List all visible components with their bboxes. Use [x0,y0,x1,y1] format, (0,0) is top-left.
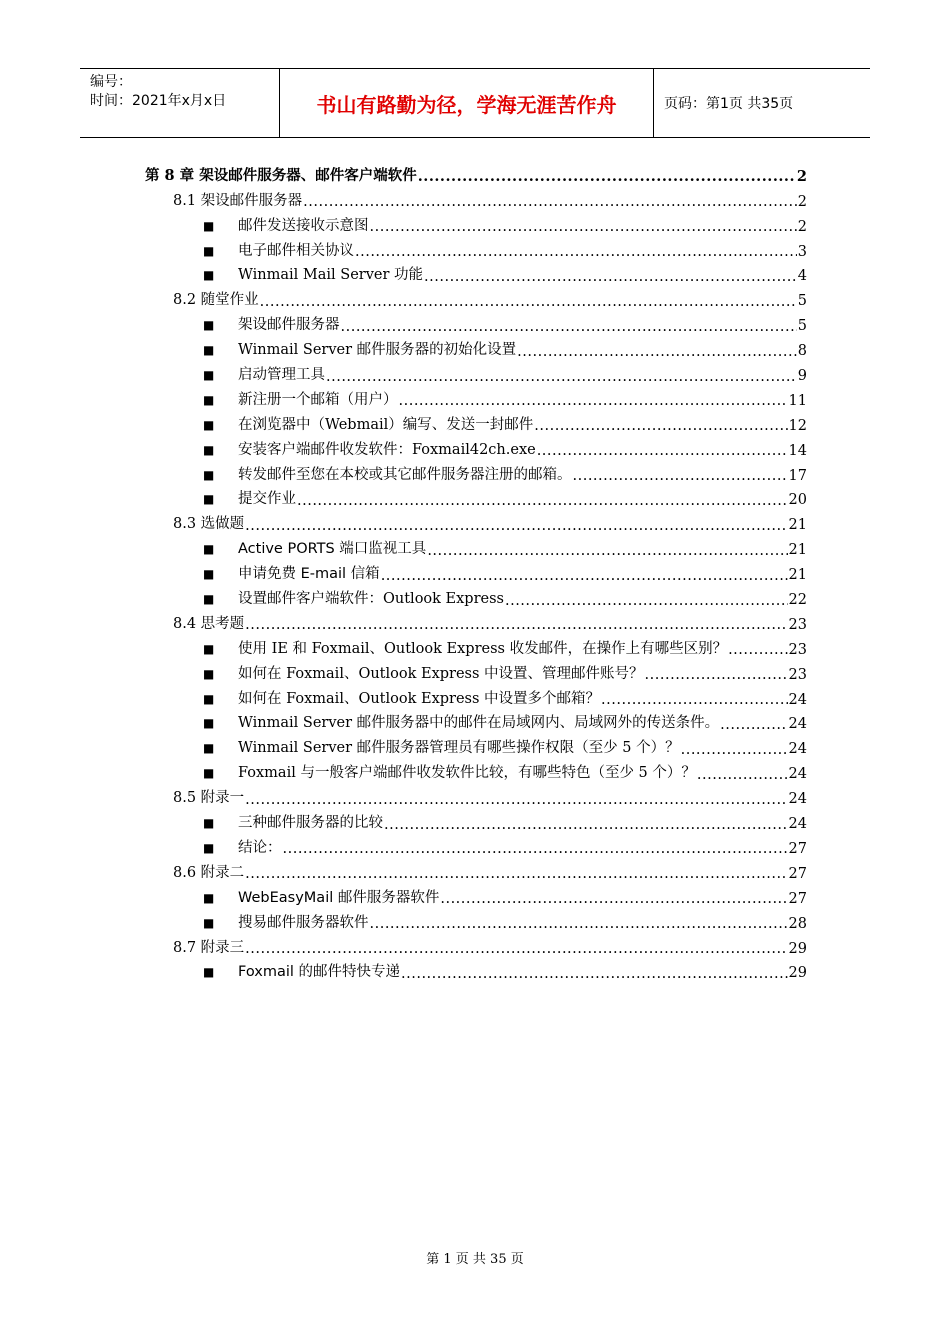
toc-page-number: 20 [788,492,807,509]
toc-entry[interactable] [145,558,807,583]
toc-entry-text: 8.5 附录一 [173,790,245,807]
toc-entry-text: Winmail Server 邮件服务器中的邮件在局域网内、局域网外的传送条件。 [238,715,720,732]
dot-leader [537,444,788,459]
toc-entry[interactable] [145,708,807,733]
dot-leader [427,544,787,559]
toc-page-number: 8 [797,343,807,360]
toc-entry-title [173,936,244,957]
toc-entry-text: Foxmail 的邮件特快专递 [238,964,401,981]
dot-leader [440,892,787,907]
bullet-icon: ■ [203,243,215,258]
bullet-icon: ■ [203,840,215,855]
toc-page-number: 14 [788,442,807,459]
toc-entry[interactable] [145,210,807,235]
toc-page-number: 17 [788,467,807,484]
header-motto: 书山有路勤为径，学海无涯苦作舟 [280,69,654,137]
bullet-icon: ■ [203,368,215,383]
toc-entry-text: 8.7 附录三 [173,939,245,956]
bullet-icon: ■ [203,492,215,507]
dot-leader [384,818,788,833]
toc-page-number: 21 [788,517,807,534]
toc-entry-title [203,711,719,732]
toc-entry-title [203,687,600,708]
toc-entry[interactable] [145,384,807,409]
toc-entry-title [173,288,259,309]
toc-entry[interactable] [145,508,807,533]
bullet-icon: ■ [203,268,215,283]
toc-entry[interactable] [145,434,807,459]
toc-entry-title [203,587,504,608]
toc-entry[interactable] [145,309,807,334]
toc-entry-text: WebEasyMail 邮件服务器软件 [238,889,440,906]
toc-page-number: 29 [788,965,807,982]
toc-entry-title [203,562,380,583]
number-label: 编号： [90,74,132,90]
dot-leader [245,793,787,808]
toc-page-number: 22 [788,592,807,609]
dot-leader [534,419,787,434]
toc-entry-text: 提交作业 [238,491,296,508]
toc-page-number: 27 [788,890,807,907]
toc-entry-title [173,861,244,882]
toc-entry-text: 结论： [238,839,282,856]
toc-entry[interactable] [145,459,807,484]
bullet-icon: ■ [203,691,215,706]
toc-page-number: 21 [788,567,807,584]
toc-entry[interactable] [145,757,807,782]
page-header [80,68,870,138]
dot-leader [326,370,797,385]
dot-leader [720,718,787,733]
toc-entry-text: 搜易邮件服务器软件 [238,914,369,931]
toc-entry[interactable] [145,633,807,658]
page-footer: 第 1 页 共 35 页 [426,1252,524,1267]
toc-page-number: 2 [796,167,807,185]
toc-page-number: 23 [788,666,807,683]
toc-entry[interactable] [145,782,807,807]
bullet-icon: ■ [203,343,215,358]
toc-page-number: 24 [788,791,807,808]
time-label: 时间：2021年x月x日 [90,93,227,109]
toc-page-number: 28 [788,915,807,932]
toc-page-number: 2 [797,193,807,210]
toc-entry-title [203,438,536,459]
toc-entry-title [203,637,727,658]
dot-leader [245,867,787,882]
toc-entry[interactable] [145,533,807,558]
toc-entry-title [203,313,340,334]
dot-leader [245,519,787,534]
toc-entry[interactable] [145,882,807,907]
toc-entry[interactable] [145,334,807,359]
toc-entry-title [203,363,325,384]
toc-entry-title [203,537,426,558]
toc-entry-text: 启动管理工具 [238,367,325,384]
bullet-icon: ■ [203,741,215,756]
bullet-icon: ■ [203,915,215,930]
dot-leader [381,569,788,584]
dot-leader [341,320,797,335]
toc-entry-title [203,388,398,409]
bullet-icon: ■ [203,318,215,333]
dot-leader [355,245,797,260]
dot-leader [505,594,788,609]
toc-entry-text: 8.1 架设邮件服务器 [173,192,303,209]
bullet-icon: ■ [203,592,215,607]
toc-entry-title [145,164,417,185]
toc-entry-text: 三种邮件服务器的比较 [238,815,383,832]
toc-page-number: 4 [797,268,807,285]
toc-entry[interactable] [145,235,807,260]
bullet-icon: ■ [203,218,215,233]
bullet-icon: ■ [203,392,215,407]
dot-leader [401,967,788,982]
toc-entry[interactable] [145,608,807,633]
toc-entry[interactable] [145,160,807,185]
dot-leader [303,195,797,210]
dot-leader [245,618,787,633]
toc-entry[interactable] [145,957,807,982]
bullet-icon: ■ [203,766,215,781]
bullet-icon: ■ [203,442,215,457]
toc-entry-title [203,487,296,508]
toc-entry-text: Winmail Server 邮件服务器的初始化设置 [238,342,517,359]
toc-page-number: 24 [788,741,807,758]
bullet-icon: ■ [203,467,215,482]
dot-leader [418,170,796,185]
toc-entry[interactable] [145,807,807,832]
toc-entry-text: 8.2 随堂作业 [173,292,259,309]
toc-entry-title [173,189,302,210]
header-meta [80,69,280,137]
toc-page-number: 2 [797,218,807,235]
toc-entry-text: 使用 IE 和 Foxmail、Outlook Express 收发邮件，在操作上有哪些区别？ [238,640,728,657]
bullet-icon: ■ [203,816,215,831]
toc-page-number: 9 [797,368,807,385]
toc-entry-text: Active PORTS 端口监视工具 [238,541,427,558]
toc-page-number: 24 [788,766,807,783]
toc-page-number: 5 [797,318,807,335]
bullet-icon: ■ [203,567,215,582]
toc-entry-text: 如何在 Foxmail、Outlook Express 中设置多个邮箱？ [238,690,601,707]
toc-page-number: 5 [797,293,807,310]
toc-entry[interactable] [145,732,807,757]
toc-entry-title [203,263,423,284]
toc-page-number: 23 [788,641,807,658]
toc-entry[interactable] [145,857,807,882]
toc-entry-title [203,662,644,683]
table-of-contents [145,160,807,981]
toc-page-number: 29 [788,940,807,957]
toc-page-number: 11 [788,392,807,409]
toc-entry-text: 架设邮件服务器 [238,317,340,334]
header-page-info: 页码：第1页 共35页 [664,96,794,112]
toc-entry-text: Winmail Server 邮件服务器管理员有哪些操作权限（至少 5 个）？ [238,740,680,757]
toc-entry[interactable] [145,932,807,957]
dot-leader [245,942,787,957]
dot-leader [517,345,797,360]
toc-entry-title [203,413,533,434]
dot-leader [399,394,788,409]
toc-entry[interactable] [145,284,807,309]
bullet-icon: ■ [203,890,215,905]
toc-entry[interactable] [145,409,807,434]
toc-page-number: 12 [788,417,807,434]
toc-entry-text: 8.6 附录二 [173,864,245,881]
toc-entry[interactable] [145,583,807,608]
toc-page-number: 24 [788,816,807,833]
dot-leader [424,270,797,285]
toc-entry-text: 转发邮件至您在本校或其它邮件服务器注册的邮箱。 [238,466,572,483]
toc-entry[interactable] [145,658,807,683]
bullet-icon: ■ [203,965,215,980]
dot-leader [370,220,797,235]
toc-entry-title [173,612,244,633]
toc-entry-title [203,761,696,782]
toc-entry-title [173,512,244,533]
bullet-icon: ■ [203,641,215,656]
toc-entry-title [203,214,369,235]
toc-page-number: 24 [788,716,807,733]
toc-entry-title [203,736,680,757]
dot-leader [283,842,788,857]
toc-entry-text: 新注册一个邮箱（用户） [238,391,398,408]
toc-entry-text: 8.4 思考题 [173,615,245,632]
dot-leader [297,494,788,509]
toc-entry-title [203,811,383,832]
toc-entry-text: 第 8 章 架设邮件服务器、邮件客户端软件 [145,166,417,184]
toc-entry[interactable] [145,359,807,384]
toc-entry-text: 申请免费 E-mail 信箱 [238,566,380,583]
dot-leader [697,768,788,783]
toc-entry-title [203,886,439,907]
dot-leader [601,693,788,708]
toc-entry-title [203,338,516,359]
dot-leader [260,295,797,310]
toc-entry-title [203,836,282,857]
toc-entry-title [203,960,400,981]
toc-entry[interactable] [145,484,807,509]
toc-entry-text: Foxmail 与一般客户端邮件收发软件比较，有哪些特色（至少 5 个）？ [238,765,696,782]
toc-page-number: 3 [797,243,807,260]
toc-entry[interactable] [145,683,807,708]
dot-leader [645,668,788,683]
toc-entry-text: 8.3 选做题 [173,516,245,533]
toc-entry-text: 电子邮件相关协议 [238,242,354,259]
toc-entry-text: 如何在 Foxmail、Outlook Express 中设置、管理邮件账号？ [238,665,644,682]
toc-entry-text: 设置邮件客户端软件：Outlook Express [238,591,504,608]
toc-entry-text: Winmail Mail Server 功能 [238,267,424,284]
toc-entry[interactable] [145,907,807,932]
toc-entry-title [173,786,244,807]
toc-page-number: 27 [788,865,807,882]
dot-leader [728,643,787,658]
toc-page-number: 23 [788,616,807,633]
dot-leader [573,469,788,484]
dot-leader [681,743,788,758]
toc-entry[interactable] [145,832,807,857]
bullet-icon: ■ [203,417,215,432]
dot-leader [370,917,788,932]
bullet-icon: ■ [203,666,215,681]
toc-entry-title [203,911,369,932]
bullet-icon: ■ [203,716,215,731]
toc-entry-text: 邮件发送接收示意图 [238,217,369,234]
toc-entry-title [203,463,572,484]
toc-page-number: 27 [788,840,807,857]
toc-page-number: 21 [788,542,807,559]
toc-entry-text: 在浏览器中（Webmail）编写、发送一封邮件 [238,416,534,433]
toc-entry[interactable] [145,260,807,285]
toc-page-number: 24 [788,691,807,708]
toc-entry-title [203,239,354,260]
toc-entry-text: 安装客户端邮件收发软件：Foxmail42ch.exe [238,441,536,458]
toc-entry[interactable] [145,185,807,210]
bullet-icon: ■ [203,542,215,557]
